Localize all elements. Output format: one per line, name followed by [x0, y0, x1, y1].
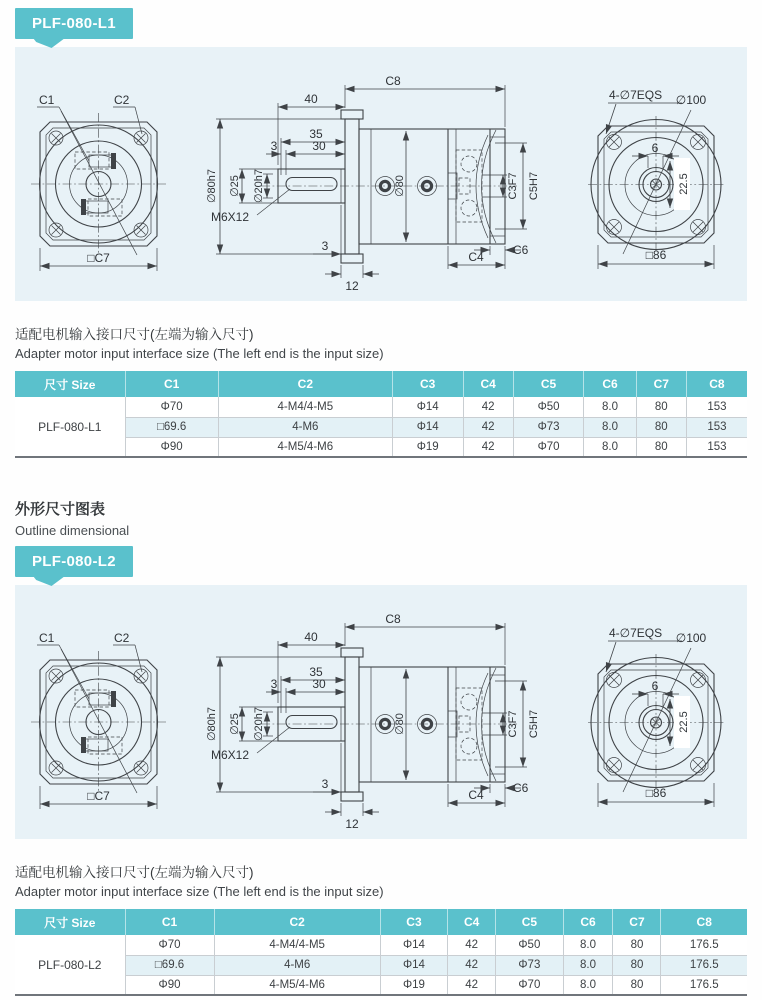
- dim-label-100: ∅100: [675, 631, 707, 645]
- value-cell: 4-M6: [214, 955, 380, 975]
- size-column-header: 尺寸 Size: [15, 909, 125, 935]
- dim-label-20h7: ∅20h7: [253, 706, 265, 742]
- dim-label-c6: C6: [513, 243, 529, 257]
- heading-en: Outline dimensional: [15, 523, 130, 538]
- dim-label-c6: C6: [513, 781, 529, 795]
- column-header: C4: [448, 909, 496, 935]
- dim-label-20h7: ∅20h7: [253, 168, 265, 204]
- front-view: [31, 631, 166, 809]
- section-plf-080-l2: [0, 538, 762, 996]
- dim-label-c5h7: C5H7: [528, 171, 540, 201]
- dim-label-c7: □C7: [87, 789, 110, 803]
- value-cell: 42: [463, 417, 513, 437]
- table-row: [15, 935, 747, 955]
- dim-label-80h7: ∅80h7: [206, 168, 218, 204]
- outline-heading: [15, 498, 747, 538]
- note-en: Adapter motor input interface size (The left end is the input size): [15, 884, 384, 899]
- dim-label-3-top: 3: [270, 139, 278, 153]
- value-cell: 8.0: [584, 417, 636, 437]
- dim-label-c2: C2: [114, 631, 130, 645]
- value-cell: 4-M4/4-M5: [218, 397, 392, 417]
- value-cell: Φ73: [513, 417, 584, 437]
- dim-label-c1: C1: [39, 631, 55, 645]
- model-cell: PLF-080-L2: [15, 935, 125, 995]
- column-header: C6: [584, 371, 636, 397]
- dim-label-40: 40: [304, 92, 318, 106]
- column-header: C3: [380, 909, 447, 935]
- rear-view: [588, 626, 724, 807]
- value-cell: 8.0: [584, 437, 636, 457]
- dim-label-c2: C2: [114, 93, 130, 107]
- value-cell: 8.0: [563, 975, 613, 995]
- column-header: C3: [392, 371, 463, 397]
- dim-label-c8: C8: [385, 74, 401, 88]
- dim-label-30: 30: [312, 139, 326, 153]
- value-cell: Φ14: [392, 417, 463, 437]
- table-row: [15, 397, 747, 417]
- value-cell: 80: [613, 955, 661, 975]
- value-cell: 153: [686, 437, 747, 457]
- model-badge: PLF-080-L1: [15, 8, 133, 39]
- size-table-l1: [15, 371, 747, 458]
- value-cell: 42: [463, 437, 513, 457]
- front-view: [31, 93, 166, 271]
- dim-label-c4: C4: [468, 788, 484, 802]
- value-cell: 176.5: [661, 955, 747, 975]
- dim-label-22-5: 22.5: [678, 173, 690, 195]
- dim-label-25: ∅25: [229, 175, 241, 197]
- dim-label-86: □86: [645, 786, 667, 800]
- column-header: C5: [513, 371, 584, 397]
- adapter-note: [15, 325, 747, 363]
- dim-label-80: ∅80: [394, 713, 406, 735]
- table-row: [15, 955, 747, 975]
- dim-label-c8: C8: [385, 612, 401, 626]
- value-cell: Φ14: [380, 935, 447, 955]
- value-cell: Φ70: [125, 935, 214, 955]
- value-cell: 80: [636, 397, 686, 417]
- value-cell: 42: [463, 397, 513, 417]
- value-cell: 153: [686, 417, 747, 437]
- value-cell: Φ14: [392, 397, 463, 417]
- value-cell: 4-M6: [218, 417, 392, 437]
- value-cell: 153: [686, 397, 747, 417]
- dim-label-eqs: 4-∅7EQS: [609, 88, 663, 102]
- adapter-note: [15, 863, 747, 901]
- note-en: Adapter motor input interface size (The left end is the input size): [15, 346, 384, 361]
- value-cell: 42: [448, 955, 496, 975]
- dim-label-m6x12: M6X12: [211, 748, 250, 762]
- dim-label-86: □86: [645, 248, 667, 262]
- technical-drawing: [15, 47, 747, 301]
- dim-label-3-bottom: 3: [321, 239, 329, 253]
- side-section-view: [206, 74, 540, 293]
- value-cell: Φ19: [380, 975, 447, 995]
- dim-label-80h7: ∅80h7: [206, 706, 218, 742]
- column-header: C7: [636, 371, 686, 397]
- value-cell: Φ50: [513, 397, 584, 417]
- note-zh: 适配电机输入接口尺寸(左端为输入尺寸): [15, 327, 254, 342]
- dim-label-6: 6: [651, 679, 659, 693]
- table-row: [15, 437, 747, 457]
- value-cell: 42: [448, 975, 496, 995]
- dim-label-100: ∅100: [675, 93, 707, 107]
- column-header: C8: [661, 909, 747, 935]
- value-cell: 4-M5/4-M6: [214, 975, 380, 995]
- value-cell: Φ50: [496, 935, 563, 955]
- column-header: C6: [563, 909, 613, 935]
- drawing-panel: [15, 585, 747, 839]
- value-cell: Φ19: [392, 437, 463, 457]
- dim-label-80: ∅80: [394, 175, 406, 197]
- column-header: C2: [214, 909, 380, 935]
- drawing-panel: [15, 47, 747, 301]
- column-header: C1: [125, 909, 214, 935]
- model-cell: PLF-080-L1: [15, 397, 125, 457]
- dim-label-c5h7: C5H7: [528, 709, 540, 739]
- value-cell: Φ70: [125, 397, 218, 417]
- dim-label-c3f7: C3F7: [507, 710, 519, 738]
- value-cell: 80: [613, 935, 661, 955]
- dim-label-30: 30: [312, 677, 326, 691]
- value-cell: Φ14: [380, 955, 447, 975]
- dim-label-c1: C1: [39, 93, 55, 107]
- dim-label-c7: □C7: [87, 251, 110, 265]
- dim-label-40: 40: [304, 630, 318, 644]
- value-cell: □69.6: [125, 417, 218, 437]
- size-table-l2: [15, 909, 747, 996]
- dim-label-m6x12: M6X12: [211, 210, 250, 224]
- value-cell: 4-M4/4-M5: [214, 935, 380, 955]
- value-cell: 42: [448, 935, 496, 955]
- value-cell: Φ90: [125, 437, 218, 457]
- value-cell: 80: [636, 437, 686, 457]
- rear-view: [588, 88, 724, 269]
- column-header: C5: [496, 909, 563, 935]
- technical-drawing: [15, 585, 747, 839]
- value-cell: Φ70: [496, 975, 563, 995]
- dim-label-6: 6: [651, 141, 659, 155]
- value-cell: Φ73: [496, 955, 563, 975]
- dim-label-35: 35: [309, 127, 323, 141]
- value-cell: Φ70: [513, 437, 584, 457]
- table-row: [15, 417, 747, 437]
- size-column-header: 尺寸 Size: [15, 371, 125, 397]
- dim-label-12: 12: [345, 817, 359, 831]
- value-cell: 80: [613, 975, 661, 995]
- value-cell: 176.5: [661, 975, 747, 995]
- value-cell: 8.0: [563, 955, 613, 975]
- dim-label-eqs: 4-∅7EQS: [609, 626, 663, 640]
- value-cell: 80: [636, 417, 686, 437]
- value-cell: 4-M5/4-M6: [218, 437, 392, 457]
- model-badge: PLF-080-L2: [15, 546, 133, 577]
- note-zh: 适配电机输入接口尺寸(左端为输入尺寸): [15, 865, 254, 880]
- column-header: C7: [613, 909, 661, 935]
- value-cell: 8.0: [584, 397, 636, 417]
- column-header: C8: [686, 371, 747, 397]
- dim-label-22-5: 22.5: [678, 711, 690, 733]
- value-cell: 176.5: [661, 935, 747, 955]
- value-cell: 8.0: [563, 935, 613, 955]
- value-cell: □69.6: [125, 955, 214, 975]
- dim-label-c3f7: C3F7: [507, 172, 519, 200]
- section-plf-080-l1: [0, 0, 762, 458]
- dim-label-25: ∅25: [229, 713, 241, 735]
- dim-label-c4: C4: [468, 250, 484, 264]
- column-header: C1: [125, 371, 218, 397]
- heading-zh: 外形尺寸图表: [15, 501, 106, 518]
- column-header: C4: [463, 371, 513, 397]
- dim-label-3-bottom: 3: [321, 777, 329, 791]
- dim-label-3-top: 3: [270, 677, 278, 691]
- column-header: C2: [218, 371, 392, 397]
- value-cell: Φ90: [125, 975, 214, 995]
- table-row: [15, 975, 747, 995]
- dim-label-35: 35: [309, 665, 323, 679]
- dim-label-12: 12: [345, 279, 359, 293]
- side-section-view: [206, 612, 540, 831]
